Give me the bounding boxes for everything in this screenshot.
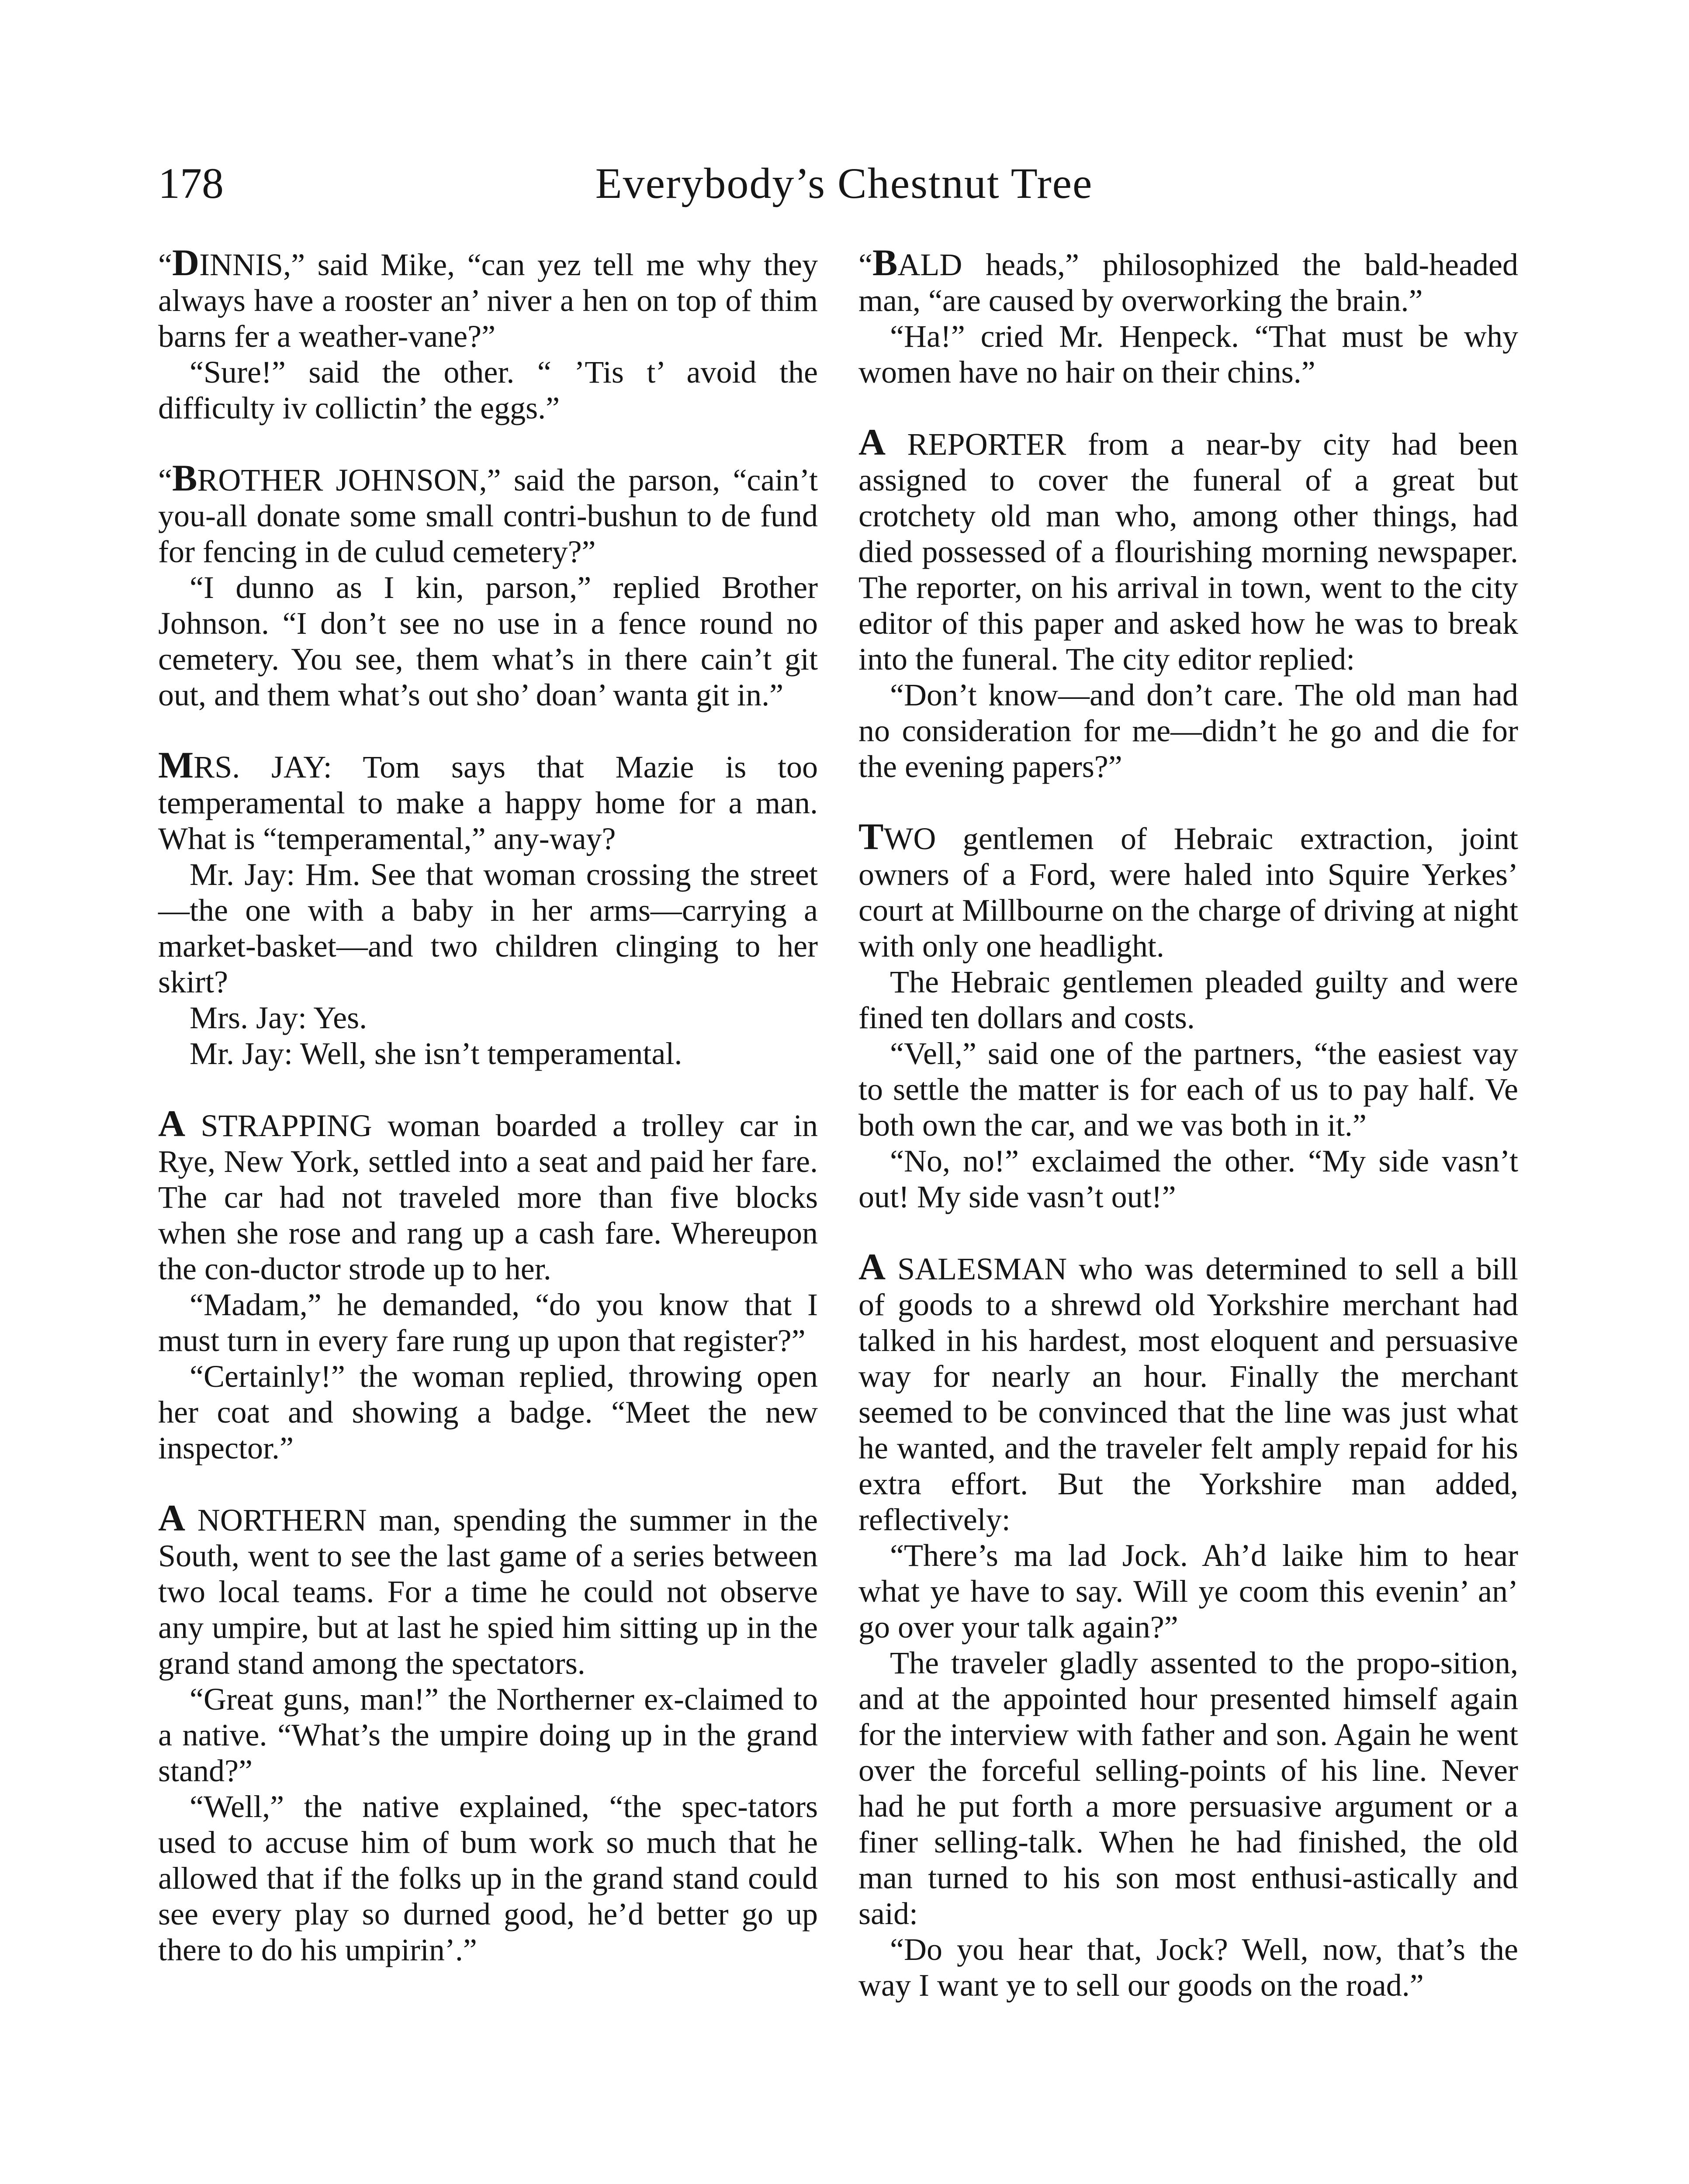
lead-letter: B bbox=[872, 242, 898, 283]
anecdote-opening bbox=[158, 1497, 818, 1681]
anecdote-paragraph bbox=[158, 1036, 818, 1071]
paragraph-text: “Sure!” said the other. “ ’Tis t’ avoid the difficulty iv collictin’ the eggs.” bbox=[158, 355, 818, 425]
paragraph-text: RS. JAY: Tom says that Mazie is too temperamental to make a happy home for a man. What is “temperamental,” any-way? bbox=[158, 750, 818, 856]
paragraph-text: “Don’t know—and don’t care. The old man had no consideration for me—didn’t he go and die for the evening papers?” bbox=[858, 677, 1518, 784]
anecdote bbox=[858, 816, 1518, 1215]
anecdote-opening bbox=[858, 816, 1518, 964]
anecdote-opening bbox=[158, 1102, 818, 1287]
paragraph-text: “I dunno as I kin, parson,” replied Brother Johnson. “I don’t see no use in a fence round no cemetery. You see, them what’s in there cain’t git out, and them what’s out sho’ doan’ wanta git in.” bbox=[158, 570, 818, 712]
anecdote bbox=[158, 1497, 818, 1968]
paragraph-text: Mr. Jay: Hm. See that woman crossing the street—the one with a baby in her arms—carrying a market-basket—and two children clinging to her skirt? bbox=[158, 857, 818, 999]
anecdote bbox=[158, 457, 818, 713]
anecdote-opening bbox=[858, 1246, 1518, 1538]
paragraph-text: Mrs. Jay: Yes. bbox=[190, 1000, 367, 1035]
anecdote-paragraph bbox=[858, 1645, 1518, 1932]
anecdote-paragraph bbox=[158, 354, 818, 426]
paragraph-text: ROTHER JOHNSON,” said the parson, “cain’t you-all donate some small contri-bushun to de fund for fencing in de culud cemetery?” bbox=[158, 463, 818, 569]
page-number: 178 bbox=[158, 159, 224, 207]
page-header bbox=[158, 157, 1530, 214]
paragraph-text: STRAPPING woman boarded a trolley car in Rye, New York, settled into a seat and paid her fare. The car had not traveled more than five blocks when she rose and rang up a cash fare. Whereupon the con-ductor strode up to her. bbox=[158, 1108, 818, 1286]
paragraph-text: NORTHERN man, spending the summer in the South, went to see the last game of a series between two local teams. For a time he could not observe any umpire, but at last he spied him sitting up in the grand stand among the spectators. bbox=[158, 1503, 818, 1681]
left-column bbox=[158, 242, 818, 2002]
opening-quote: “ bbox=[158, 463, 172, 498]
anecdote-paragraph bbox=[858, 1036, 1518, 1143]
paragraph-text: The Hebraic gentlemen pleaded guilty and were fined ten dollars and costs. bbox=[858, 964, 1518, 1035]
paragraph-text: SALESMAN who was determined to sell a bill of goods to a shrewd old Yorkshire merchant had talked in his hardest, most eloquent and persuasive way for nearly an hour. Finally the merchant seemed to be convinced that the line was just what he wanted, and the traveler felt amply repaid for his extra effort. But the Yorkshire man added, reflectively: bbox=[858, 1251, 1518, 1537]
anecdote-paragraph bbox=[158, 1287, 818, 1358]
paragraph-text: ALD heads,” philosophized the bald-headed man, “are caused by overworking the brain.” bbox=[858, 247, 1518, 318]
opening-quote: “ bbox=[158, 247, 172, 282]
lead-letter: A bbox=[158, 1102, 186, 1144]
anecdote bbox=[158, 744, 818, 1071]
lead-letter: D bbox=[172, 242, 200, 283]
anecdote-paragraph bbox=[858, 964, 1518, 1036]
paragraph-text: “There’s ma lad Jock. Ah’d laike him to hear what ye have to say. Will ye coom this evenin’ an’ go over your talk again?” bbox=[858, 1538, 1518, 1645]
anecdote-opening bbox=[858, 421, 1518, 677]
anecdote-paragraph bbox=[158, 570, 818, 713]
anecdote bbox=[858, 421, 1518, 784]
anecdote-paragraph bbox=[858, 1932, 1518, 2003]
paragraph-text: WO gentlemen of Hebraic extraction, joint owners of a Ford, were haled into Squire Yerkes’ court at Millbourne on the charge of driving at night with only one headlight. bbox=[858, 821, 1518, 964]
paragraph-text: “No, no!” exclaimed the other. “My side vasn’t out! My side vasn’t out!” bbox=[858, 1144, 1518, 1214]
paragraph-text: “Do you hear that, Jock? Well, now, that’s the way I want ye to sell our goods on the road.” bbox=[858, 1932, 1518, 2003]
anecdote-paragraph bbox=[858, 677, 1518, 784]
lead-letter: A bbox=[158, 1497, 186, 1539]
lead-letter: B bbox=[172, 457, 197, 499]
lead-letter: A bbox=[858, 421, 886, 463]
paragraph-text: “Vell,” said one of the partners, “the easiest vay to settle the matter is for each of us to pay half. Ve both own the car, and we vas both in it.” bbox=[858, 1036, 1518, 1143]
lead-letter: M bbox=[158, 744, 194, 786]
lead-letter: A bbox=[858, 1246, 886, 1288]
anecdote-opening bbox=[158, 457, 818, 570]
anecdote-paragraph bbox=[858, 1538, 1518, 1645]
paragraph-text: “Certainly!” the woman replied, throwing open her coat and showing a badge. “Meet the new inspector.” bbox=[158, 1359, 818, 1465]
anecdote-paragraph bbox=[158, 857, 818, 1000]
anecdote-opening bbox=[158, 242, 818, 354]
paragraph-text: “Ha!” cried Mr. Henpeck. “That must be why women have no hair on their chins.” bbox=[858, 319, 1518, 390]
anecdote-paragraph bbox=[858, 1143, 1518, 1215]
anecdote-paragraph bbox=[158, 1789, 818, 1968]
right-column bbox=[858, 242, 1518, 2037]
anecdote bbox=[158, 1102, 818, 1466]
paragraph-text: The traveler gladly assented to the propo-sition, and at the appointed hour presented himself again for the interview with father and son. Again he went over the forceful selling-points of his line. Never had he put forth a more persuasive argument or a finer selling-talk. When he had finished, the old man turned to his son most enthusi-astically and said: bbox=[858, 1645, 1518, 1931]
paragraph-text: “Great guns, man!” the Northerner ex-claimed to a native. “What’s the umpire doing up in the grand stand?” bbox=[158, 1682, 818, 1788]
anecdote-paragraph bbox=[158, 1000, 818, 1036]
anecdote-paragraph bbox=[158, 1681, 818, 1789]
paragraph-text: “Well,” the native explained, “the spec-tators used to accuse him of bum work so much that he allowed that if the folks up in the grand stand could see every play so durned good, he’d better go up there to do his umpirin’.” bbox=[158, 1789, 818, 1967]
anecdote-paragraph bbox=[858, 318, 1518, 390]
opening-quote: “ bbox=[858, 247, 872, 282]
paragraph-text: REPORTER from a near-by city had been assigned to cover the funeral of a great but crotchety old man who, among other things, had died possessed of a flourishing morning newspaper. The reporter, on his arrival in town, went to the city editor of this paper and asked how he was to break into the funeral. The city editor replied: bbox=[858, 427, 1518, 677]
anecdote bbox=[858, 1246, 1518, 2003]
anecdote-opening bbox=[858, 242, 1518, 318]
anecdote-paragraph bbox=[158, 1358, 818, 1466]
paragraph-text: “Madam,” he demanded, “do you know that I must turn in every fare rung up upon that register?” bbox=[158, 1287, 818, 1358]
anecdote bbox=[858, 242, 1518, 390]
paragraph-text: Mr. Jay: Well, she isn’t temperamental. bbox=[190, 1036, 682, 1071]
lead-letter: T bbox=[858, 816, 884, 857]
anecdote-opening bbox=[158, 744, 818, 857]
paragraph-text: INNIS,” said Mike, “can yez tell me why they always have a rooster an’ niver a hen on top of thim barns fer a weather-vane?” bbox=[158, 247, 818, 354]
anecdote bbox=[158, 242, 818, 426]
running-title: Everybody’s Chestnut Tree bbox=[595, 159, 1093, 207]
